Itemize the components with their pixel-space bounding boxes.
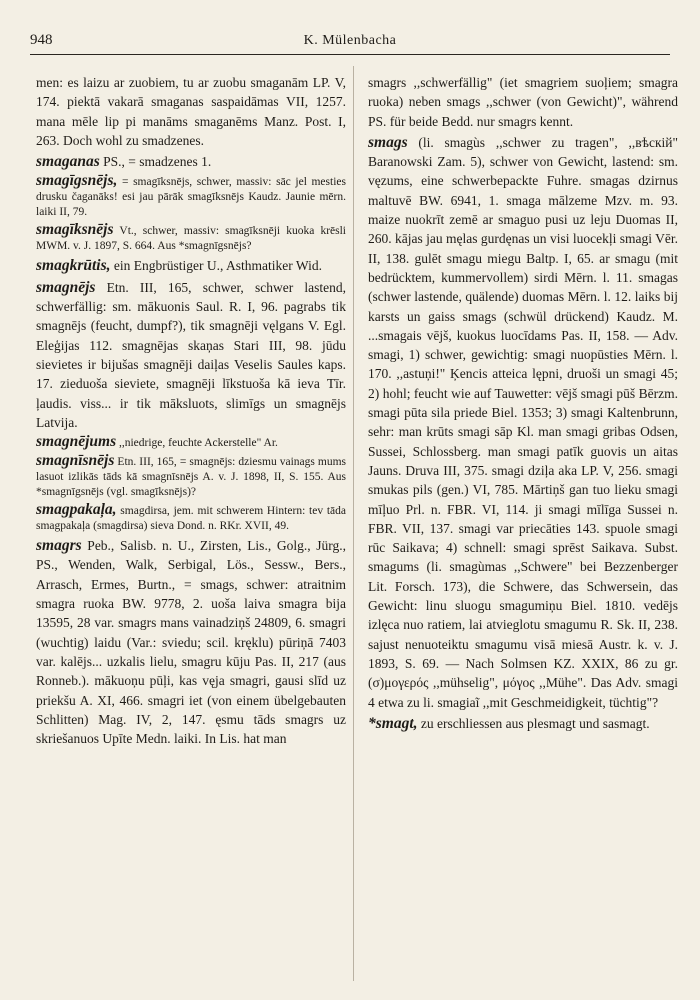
entry-text: smagrs ,,schwerfällig" (iet smagriem suoļiem; smagra ruoka) neben smags ,,schwer (von Gewicht)", während PS. für beide Bedd. nur smagrs kennt. <box>368 75 678 129</box>
dictionary-entry <box>36 152 346 171</box>
dictionary-entry <box>36 256 346 275</box>
dictionary-entry <box>36 453 346 500</box>
dictionary-entry <box>368 133 678 712</box>
dictionary-entry <box>36 222 346 254</box>
dictionary-entry <box>36 278 346 432</box>
entry-headword: smagnējs <box>36 278 96 296</box>
entry-text: ,,niedrige, feuchte Ackerstelle" Ar. <box>116 437 278 450</box>
entry-headword: smagkrūtis, <box>36 257 111 275</box>
entry-text: Peb., Salisb. n. U., Zirsten, Lis., Golg., Jürg., PS., Wenden, Walk, Serbigal, Lös., Sessw., Bers., Arrasch, Ermes, Burtn., = smags, schwer: atraitnim smagra ruoka BW. 9778, 2. uoša laiva smagra bija 13595, 28 var. smagrs mans vainadziņš 24809, 6. smagri (wuchtig) laidu (Var.: sviedu; scil. kręklu) pūriņā 7403 var. kalējs... uzkalis lielu, smagru kūju Pas. II, 217 (aus Ronneb.). mākuoņu pūļi, kas vęja smagri, gausi slīd uz priekšu A. XI, 466. smagri iet (von einem übelgebauten Schlitten) Mag. IV, 2, 147. ęsmu tāds smagrs uz skriešanuos Upīte Medn. laiki. In Lis. hat man <box>36 538 346 747</box>
dictionary-entry <box>368 73 678 131</box>
dictionary-entry <box>36 502 346 534</box>
entry-text: ein Engbrüstiger U., Asthmatiker Wid. <box>110 258 322 274</box>
entry-text: (li. smagùs ,,schwer zu tragen", ,,вѣскій" Baranowski Zam. 5), schwer von Gewicht, lastend: sm. vęzums, eine schwerbepackte Fuhre. smagas dzirnus maltuvē BW. 6941, 1. smaga mālzeme Mzv. m. 93. maize nuokrīt zemē ar smaguo pusi uz leju Duomas II, 260. kājas jau męlas gurdęnas un visi luocekļi smagi Vēr. II, 138. gulēt smagu miegu Baltp. I, 65. ar smagu (mit bedrücktem, kummervollem) sirdi Mērn. l. 11. smagas (schwer lastende, quälende) duomas Mērn. l. 12. laiks bij karsts un gaiss smags (schwül drückend) Kaudz. M. ...smagais vējš, kuokus luocīdams Pas. II, 158. — Adv. smagi, 1) schwer, gewichtig: smagi nuopūsties Mērn. l. 170. ,,astuņi!" Ķencis atteica lępni, druoši un smagi 45; 2) hohl; feucht wie auf Tauwetter: vējš smagi pūš Bērzm. smagi pūta sila priede Biel. 1353; 3) smagi Kaltenbrunn, sehr: man krūts smagi sāp Kl. man smagi gribas Odsen, Sussei, Schlossberg. man smagi patīk guovis un aitas Jauns. Druva III, 375. smagi dziļa aka LP. V, 256. smagi smukas pils (gen.) VI, 785. Mārtiņš gan tuo lieku smagi mīļuo Prl. n. FBR. VI, 114. ji smagi mīlīga Sussei n. FBR. VII, 137. smagi var priecāties 143. spuole smagi rūc Saikava; 4) schnell: smagi sprēst Saikava. Subst. smagums (li. smagùmas ,,Schwere" bei Bezzenberger Lit. Forsch. 173), die Schwere, das Schwersein, das Gewicht: linu sluogu smagumiņu Biel. 1810. vedējs izlęca nuo ratiem, lai atvieglotu smagumu R. Sk. II, 238. sajust nenuoteiktu smagumu visā miesā Austr. k. v. J. 1893, S. 69. — Nach Solmsen KZ. XXIX, 86 zu gr. (σ)μογερός ,,mühselig", μόγος ,,Mühe". Das Adv. smagi 4 etwa zu li. smagiaĩ ,,mit Geschmeidigkeit, tüchtig"? <box>368 134 678 710</box>
entry-text: PS., = smadzenes 1. <box>99 154 212 170</box>
entry-headword: smaganas <box>36 153 100 171</box>
entry-text: zu erschliessen aus plesmagt und sasmagt. <box>417 715 650 731</box>
dictionary-entry <box>36 434 346 451</box>
entry-headword: smags <box>368 133 408 151</box>
dictionary-entry <box>368 714 678 733</box>
entry-headword: *smagt, <box>368 714 418 732</box>
right-column <box>368 73 678 983</box>
entry-text: = smagīksnējs, schwer, massiv: sāc jel mesties drusku čaganāks! esi jau pārāk smagīksnējs Kaudz. Jaunie mērn. laiki II, 79. <box>36 176 346 219</box>
entry-text: Etn. III, 165, schwer, schwer lastend, schwerfällig: sm. mākuonis Saul. R. I, 96. pagrabs tik smagnējs (feucht, dumpf?), tik smagnēji vęlgans V. Egl. Eleģijas 112. smagnējas skaņas Stari III, 98. jūdu sievietes ir bijušas smagnēji daiļas Veselis Saules kaps. 17. zieduoša sieviete, smagnēji līkstuoša kā ieva Tīr. ļaudis. viss... ir tik māksluots, slimīgs un smagnējs Latvija. <box>36 279 346 430</box>
entry-headword: smagnīsnējs <box>36 452 115 470</box>
running-head: K. Mülenbacha <box>303 33 397 48</box>
entry-headword: smagīksnējs <box>36 221 114 239</box>
entry-headword: smagpakaļa, <box>36 501 117 519</box>
dictionary-entry <box>36 173 346 220</box>
dictionary-entry <box>36 73 346 150</box>
entry-text: Etn. III, 165, = smagnējs: dziesmu vainags mums lasuot izlikās tāds kā smagnīsnējs A. v. J. 1898, II, S. 155. Aus *smagnīgsnējs (vgl. smagīksnējs)? <box>36 456 346 499</box>
dictionary-entry <box>36 536 346 748</box>
entry-headword: smagīgsnējs, <box>36 172 118 190</box>
entry-text: smagdirsa, jem. mit schwerem Hintern: tev tāda smagpakaļa (smagdirsa) sieva Dond. n. RKr. XVII, 49. <box>36 505 346 533</box>
page-number: 948 <box>30 32 53 48</box>
entry-text: men: es laizu ar zuobiem, tu ar zuobu smaganām LP. V, 174. piektā vakarā smaganas saspaidāmas VII, 1257. mana mēle lip pi manāms smaganēms Manz. Post. I, 263. Doch wohl zu smadzenes. <box>36 75 346 148</box>
left-column <box>36 73 346 983</box>
entry-headword: smagnējums <box>36 433 117 451</box>
page-header <box>30 30 670 55</box>
entry-text: Vt., schwer, massiv: smagīksnēji kuoka krēsli MWM. v. J. 1897, S. 664. Aus *smagnīgsnējs? <box>36 225 346 253</box>
column-divider <box>353 66 354 981</box>
entry-headword: smagrs <box>36 537 82 555</box>
